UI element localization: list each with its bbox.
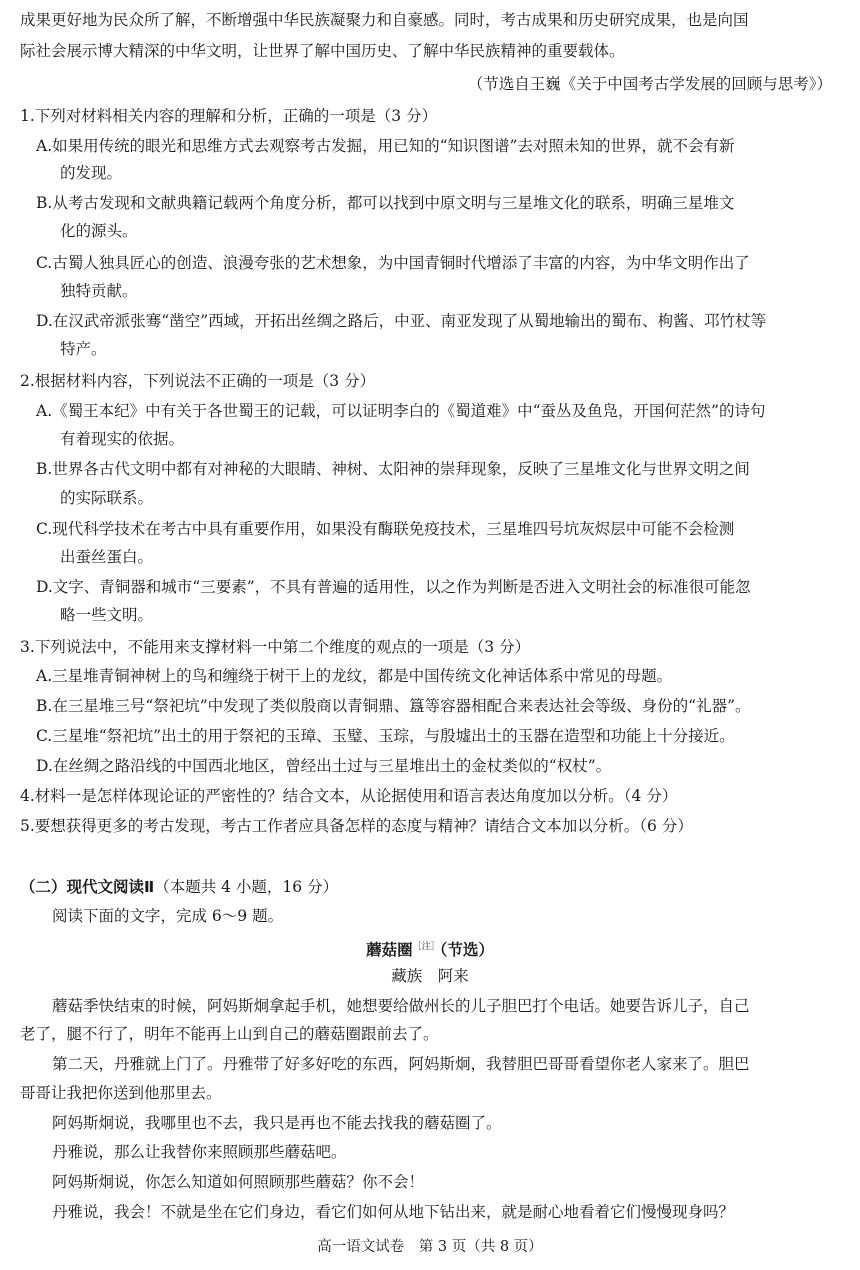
q2-option-c-cont: 出蚕丝蛋白。 (60, 548, 154, 566)
passage-title-text: 蘑菇圈 (366, 941, 413, 959)
question-1-stem: 1.下列对材料相关内容的理解和分析，正确的一项是（3 分） (20, 107, 438, 125)
section-2-heading (20, 877, 338, 897)
passage-para-1-line-1: 蘑菇季快结束的时候，阿妈斯炯拿起手机，她想要给做州长的儿子胆巴打个电话。她要告诉儿子，自己 (52, 997, 750, 1015)
question-4: 4.材料一是怎样体现论证的严密性的？结合文本，从论据使用和语言表达角度加以分析。（4 分） (20, 787, 678, 805)
q1-option-a-cont: 的发现。 (60, 164, 123, 182)
q1-option-d: D.在汉武帝派张骞“凿空”西域，开拓出丝绸之路后，中亚、南亚发现了从蜀地输出的蜀布、枸酱、邛竹杖等 (36, 312, 767, 330)
passage-para-3: 阿妈斯炯说，我哪里也不去，我只是再也不能去找我的蘑菇圈了。 (52, 1114, 502, 1132)
q2-option-c: C.现代科学技术在考古中具有重要作用，如果没有酶联免疫技术，三星堆四号坑灰烬层中可能不会检测 (36, 520, 735, 538)
q3-option-d: D.在丝绸之路沿线的中国西北地区，曾经出土过与三星堆出土的金杖类似的“权杖”。 (36, 757, 612, 775)
q2-option-b-cont: 的实际联系。 (60, 489, 154, 507)
q2-option-d-cont: 略一些文明。 (60, 606, 154, 624)
intro-line-2: 际社会展示博大精深的中华文明，让世界了解中国历史、了解中华民族精神的重要载体。 (20, 42, 625, 60)
question-2-stem: 2.根据材料内容，下列说法不正确的一项是（3 分） (20, 372, 376, 390)
intro-line-1: 成果更好地为民众所了解，不断增强中华民族凝聚力和自豪感。同时，考古成果和历史研究成果，也是向国 (20, 11, 749, 29)
passage-para-2-line-2: 哥哥让我把你送到他那里去。 (20, 1084, 222, 1102)
q2-option-d: D.文字、青铜器和城市“三要素”，不具有普遍的适用性，以之作为判断是否进入文明社会的标准很可能忽 (36, 578, 751, 596)
source-citation: （节选自王巍《关于中国考古学发展的回顾与思考》） (467, 75, 832, 93)
q2-option-b: B.世界各古代文明中都有对神秘的大眼睛、神树、太阳神的崇拜现象，反映了三星堆文化与世界文明之间 (36, 460, 750, 478)
q3-option-c: C.三星堆“祭祀坑”出土的用于祭祀的玉璋、玉璧、玉琮，与殷墟出土的玉器在造型和功能上十分接近。 (36, 727, 735, 745)
passage-para-2-line-1: 第二天，丹雅就上门了。丹雅带了好多好吃的东西，阿妈斯炯，我替胆巴哥哥看望你老人家来了。胆巴 (52, 1055, 750, 1073)
q1-option-c-cont: 独特贡献。 (60, 282, 138, 300)
q1-option-a: A.如果用传统的眼光和思维方式去观察考古发掘，用已知的“知识图谱”去对照未知的世界，就不会有新 (36, 137, 735, 155)
q1-option-c: C.古蜀人独具匠心的创造、浪漫夸张的艺术想象，为中国青铜时代增添了丰富的内容，为中华文明作出了 (36, 254, 750, 272)
passage-para-4: 丹雅说，那么让我替你来照顾那些蘑菇吧。 (52, 1143, 347, 1161)
q3-option-a: A.三星堆青铜神树上的鸟和缠绕于树干上的龙纹，都是中国传统文化神话体系中常见的母题。 (36, 667, 673, 685)
question-5: 5.要想获得更多的考古发现，考古工作者应具备怎样的态度与精神？请结合文本加以分析。（6 分） (20, 817, 693, 835)
q2-option-a: A.《蜀王本纪》中有关于各世蜀王的记载，可以证明李白的《蜀道难》中“蚕丛及鱼凫，开国何茫然”的诗句 (36, 402, 766, 420)
q1-option-b: B.从考古发现和文献典籍记载两个角度分析，都可以找到中原文明与三星堆文化的联系，明确三星堆文 (36, 194, 735, 212)
question-3-stem: 3.下列说法中，不能用来支撑材料一中第二个维度的观点的一项是（3 分） (20, 638, 531, 656)
passage-para-6: 丹雅说，我会！不就是坐在它们身边，看它们如何从地下钻出来，就是耐心地看着它们慢慢现身吗？ (52, 1203, 735, 1221)
section-2-heading-label: （二）现代文阅读Ⅱ (20, 878, 155, 896)
q1-option-b-cont: 化的源头。 (60, 222, 138, 240)
q2-option-a-cont: 有着现实的依据。 (60, 430, 185, 448)
reading-instruction: 阅读下面的文字，完成 6～9 题。 (52, 907, 284, 925)
passage-title-suffix: （节选） (439, 941, 494, 959)
passage-title (0, 937, 860, 960)
q3-option-b: B.在三星堆三号“祭祀坑”中发现了类似殷商以青铜鼎、簋等容器相配合来表达社会等级、身份的“礼器”。 (36, 697, 751, 715)
page-footer: 高一语文试卷 第 3 页（共 8 页） (317, 1239, 543, 1255)
passage-author: 藏族 阿来 (391, 967, 469, 985)
passage-para-1-line-2: 老了，腿不行了，明年不能再上山到自己的蘑菇圈跟前去了。 (20, 1025, 439, 1043)
passage-title-note-mark: ［注］ (412, 942, 440, 952)
section-2-heading-note: （本题共 4 小题，16 分） (154, 878, 339, 896)
q1-option-d-cont: 特产。 (60, 340, 107, 358)
passage-para-5: 阿妈斯炯说，你怎么知道如何照顾那些蘑菇？你不会！ (52, 1173, 425, 1191)
